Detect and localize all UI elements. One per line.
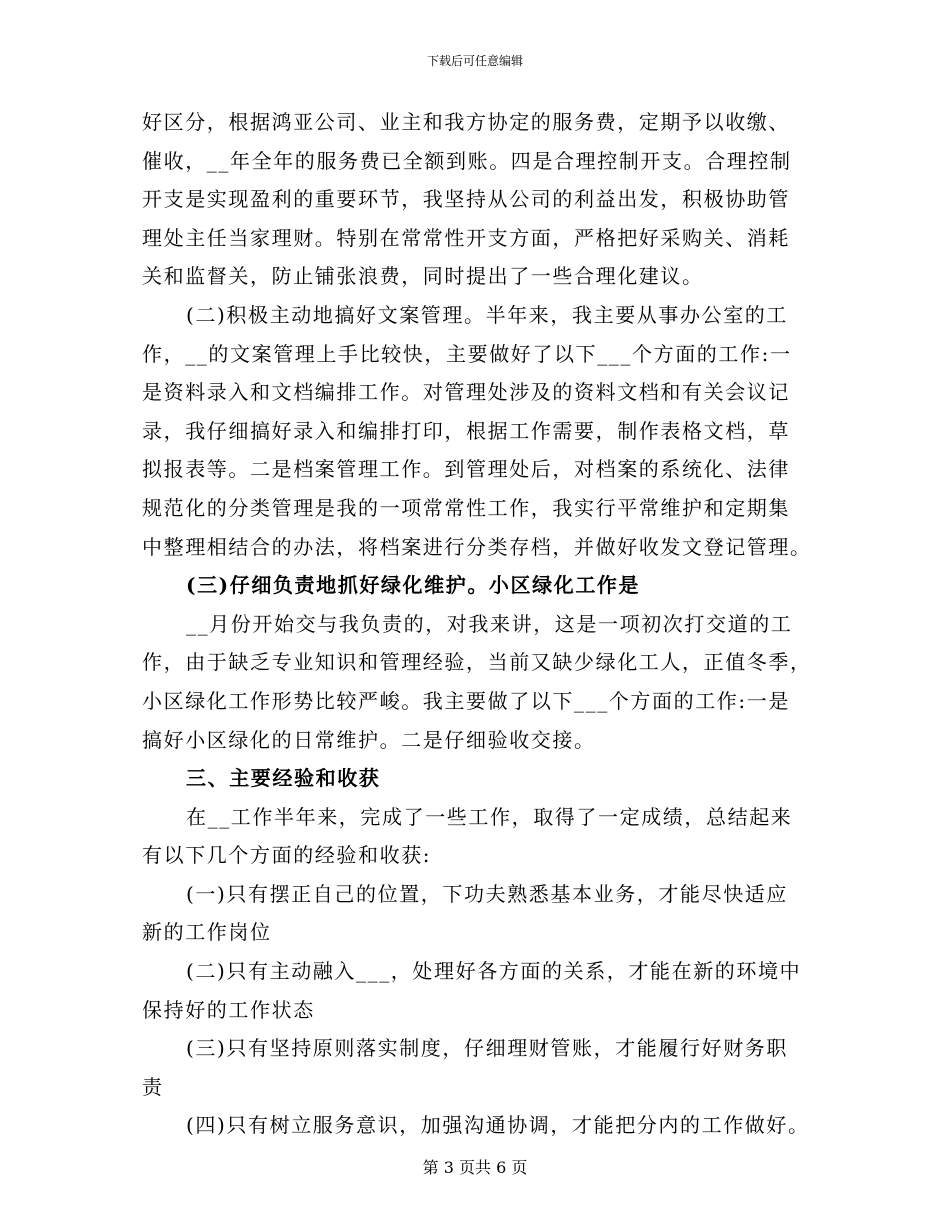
text-line: 新的工作岗位 (142, 920, 272, 945)
text-line: (二)积极主动地搞好文案管理。半年来，我主要从事办公室的工 (186, 302, 789, 327)
text-line: (四)只有树立服务意识，加强沟通协调，才能把分内的工作做好。 (186, 1113, 810, 1138)
text-line: (三)只有坚持原则落实制度，仔细理财管账，才能履行好财务职 (186, 1036, 789, 1061)
text-line: 拟报表等。二是档案管理工作。到管理处后，对档案的系统化、法律 (142, 457, 790, 482)
text-line: 催收，__年全年的服务费已全额到账。四是合理控制开支。合理控制 (142, 148, 792, 173)
section-heading: 三、主要经验和收获 (186, 766, 381, 791)
text-line: 录，我仔细搞好录入和编排打印，根据工作需要，制作表格文档，草 (142, 418, 790, 443)
text-line: (一)只有摆正自己的位置，下功夫熟悉基本业务，才能尽快适应 (186, 881, 789, 906)
page-number-footer: 第 3 页共 6 页 (422, 1158, 528, 1177)
text-line: 关和监督关，防止铺张浪费，同时提出了一些合理化建议。 (142, 264, 704, 289)
text-line: 理处主任当家理财。特别在常常性开支方面，严格把好采购关、消耗 (142, 225, 790, 250)
text-line: 开支是实现盈利的重要环节，我坚持从公司的利益出发，积极协助管 (142, 187, 790, 212)
text-line: 作，__的文案管理上手比较快，主要做好了以下___个方面的工作:一 (142, 341, 792, 366)
text-line: 规范化的分类管理是我的一项常常性工作，我实行平常维护和定期集 (142, 495, 790, 520)
text-line: 搞好小区绿化的日常维护。二是仔细验收交接。 (142, 727, 596, 752)
text-line: 责 (142, 1074, 164, 1099)
text-line: 有以下几个方面的经验和收获: (142, 843, 432, 868)
text-line: (二)只有主动融入___，处理好各方面的关系，才能在新的环境中 (186, 959, 802, 984)
page-header: 下载后可任意编辑 (426, 54, 523, 68)
text-line: __月份开始交与我负责的，对我来讲，这是一项初次打交道的工 (186, 611, 793, 636)
text-line: 保持好的工作状态 (142, 997, 315, 1022)
text-line: 在__工作半年来，完成了一些工作，取得了一定成绩，总结起来 (186, 804, 793, 829)
section-heading: (三)仔细负责地抓好绿化维护。小区绿化工作是 (186, 573, 641, 598)
text-line: 小区绿化工作形势比较严峻。我主要做了以下___个方面的工作:一是 (142, 688, 790, 713)
document-body (142, 103, 812, 1145)
text-line: 中整理相结合的办法，将档案进行分类存档，并做好收发文登记管理。 (142, 534, 812, 559)
text-line: 好区分，根据鸿亚公司、业主和我方协定的服务费，定期予以收缴、 (142, 110, 790, 134)
text-line: 作，由于缺乏专业知识和管理经验，当前又缺少绿化工人，正值冬季， (142, 650, 812, 675)
text-line: 是资料录入和文档编排工作。对管理处涉及的资料文档和有关会议记 (142, 380, 790, 405)
